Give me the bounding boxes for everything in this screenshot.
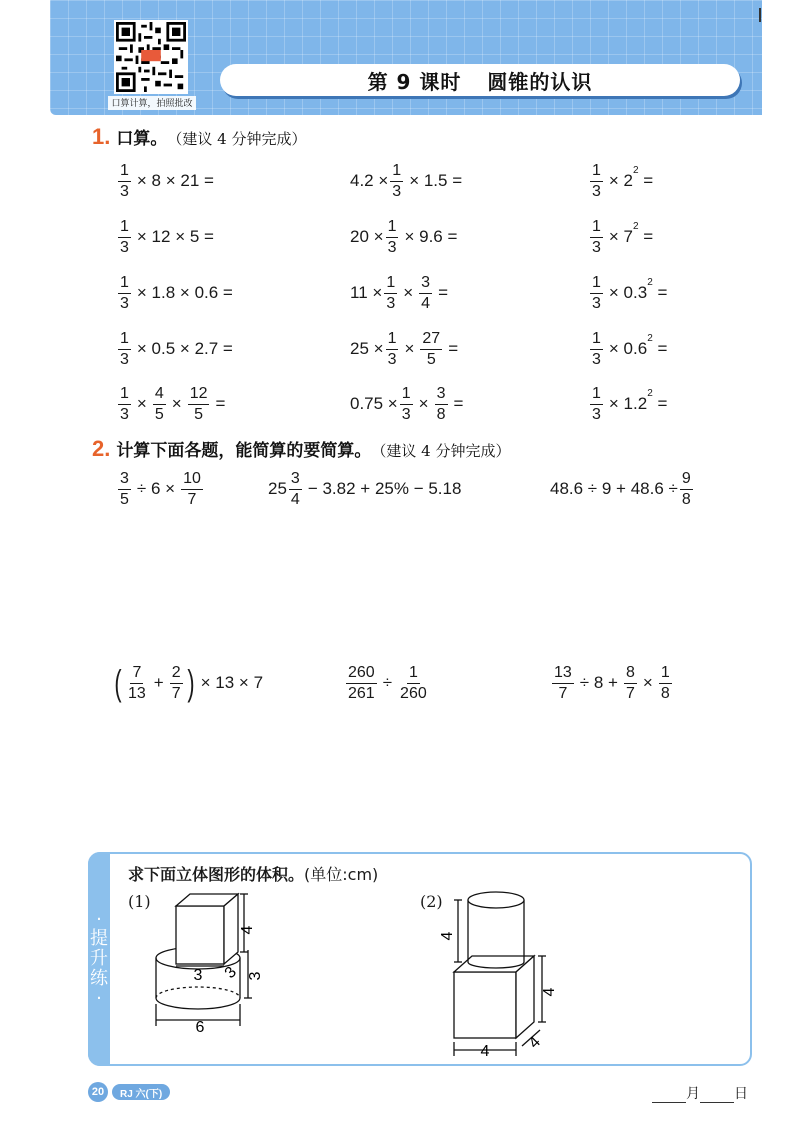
question-2-number: 2. <box>92 436 111 461</box>
oral-item-r5c2: 0.75 × $\frac{1}{3}$ × $\frac{3}{8}$ = <box>350 384 464 423</box>
question-1-hint: （建议 4 分钟完成） <box>167 130 307 148</box>
figure-1-cube-height: 4 <box>239 925 256 935</box>
calc-item-a1: $\frac{3}{5}$ ÷ 6 × $\frac{10}{7}$ <box>120 469 201 508</box>
figure-1-cylinder-height: 3 <box>247 971 264 981</box>
oral-item-r4c2: 25 × $\frac{1}{3}$ × $\frac{27}{5}$ = <box>350 329 459 368</box>
day-blank[interactable] <box>700 1087 734 1103</box>
oral-item-r2c3: $\frac{1}{3}$ × $7^2$ = <box>592 217 654 256</box>
calc-item-b1: ( $\frac{7}{13}$ + $\frac{2}{7}$ ) × 13 × 7 <box>114 662 264 703</box>
figure-2-cube-width: 4 <box>480 1043 490 1060</box>
calc-item-a3: 48.6 ÷ 9 + 48.6 ÷ $\frac{9}{8}$ <box>550 469 691 508</box>
oral-item-r2c2: 20 × $\frac{1}{3}$ × 9.6 = <box>350 217 458 256</box>
month-label: 月 <box>686 1086 700 1102</box>
figure-2-cube-depth: 4 <box>525 1033 544 1052</box>
question-2-heading <box>92 436 510 462</box>
qr-caption: 口算计算，拍照批改 <box>108 96 196 110</box>
page-number: 20 <box>88 1082 108 1102</box>
qr-code-icon[interactable] <box>114 20 188 94</box>
question-1-title: 口算。 <box>116 129 168 149</box>
oral-item-r3c1: $\frac{1}{3}$ × 1.8 × 0.6 = <box>120 273 233 312</box>
figure-2-label: (2) <box>420 892 443 911</box>
question-2-title: 计算下面各题，能简算的要简算。 <box>116 441 372 461</box>
practice-side-tab: · 提 升 练 · <box>88 852 110 1066</box>
margin-mark <box>759 8 761 22</box>
oral-item-r5c3: $\frac{1}{3}$ × $1.2^2$ = <box>592 384 668 423</box>
practice-title: 求下面立体图形的体积。(单位:cm) <box>128 865 379 884</box>
day-label: 日 <box>734 1086 748 1102</box>
figure-1-cube-depth: 3 <box>221 963 240 982</box>
calc-item-a2: 25 $\frac{3}{4}$ − 3.82 + 25% − 5.18 <box>268 469 462 508</box>
month-blank[interactable] <box>652 1087 686 1103</box>
oral-item-r4c3: $\frac{1}{3}$ × $0.6^2$ = <box>592 329 668 368</box>
oral-item-r3c3: $\frac{1}{3}$ × $0.3^2$ = <box>592 273 668 312</box>
oral-item-r5c1: $\frac{1}{3}$ × $\frac{4}{5}$ × $\frac{12}{5}$ = <box>120 384 226 423</box>
question-2-hint: （建议 4 分钟完成） <box>371 442 511 460</box>
figure-2-cube-height: 4 <box>541 987 558 997</box>
oral-item-r1c3: $\frac{1}{3}$ × $2^2$ = <box>592 161 654 200</box>
figure-1-label: (1) <box>128 892 151 911</box>
grade-tag: RJ 六(下) <box>112 1084 170 1100</box>
lesson-title <box>220 64 740 96</box>
oral-item-r3c2: 11 × $\frac{1}{3}$ × $\frac{3}{4}$ = <box>350 273 448 312</box>
calc-item-b3: $\frac{13}{7}$ ÷ 8 + $\frac{8}{7}$ × $\frac{1}{8}$ <box>554 663 670 702</box>
oral-item-r1c2: 4.2 × $\frac{1}{3}$ × 1.5 = <box>350 161 463 200</box>
calc-item-b2: $\frac{260}{261}$ ÷ $\frac{1}{260}$ <box>348 663 427 702</box>
figure-2-cylinder-height: 4 <box>439 931 456 941</box>
figure-1-cube-width: 3 <box>193 967 203 984</box>
oral-item-r2c1: $\frac{1}{3}$ × 12 × 5 = <box>120 217 214 256</box>
figure-2-cylinder-on-cube <box>436 886 576 1060</box>
page-footer <box>88 1082 170 1102</box>
figure-1-cylinder-diameter: 6 <box>195 1019 205 1036</box>
question-1-heading <box>92 124 306 150</box>
qr-code-graphic <box>116 22 186 92</box>
lesson-number: 第 9 课时 <box>367 69 462 94</box>
date-field[interactable] <box>652 1083 748 1103</box>
lesson-topic: 圆锥的认识 <box>487 69 593 94</box>
oral-item-r1c1: $\frac{1}{3}$ × 8 × 21 = <box>120 161 214 200</box>
figure-1-cube-on-cylinder <box>140 886 280 1036</box>
oral-item-r4c1: $\frac{1}{3}$ × 0.5 × 2.7 = <box>120 329 233 368</box>
question-1-number: 1. <box>92 124 111 149</box>
